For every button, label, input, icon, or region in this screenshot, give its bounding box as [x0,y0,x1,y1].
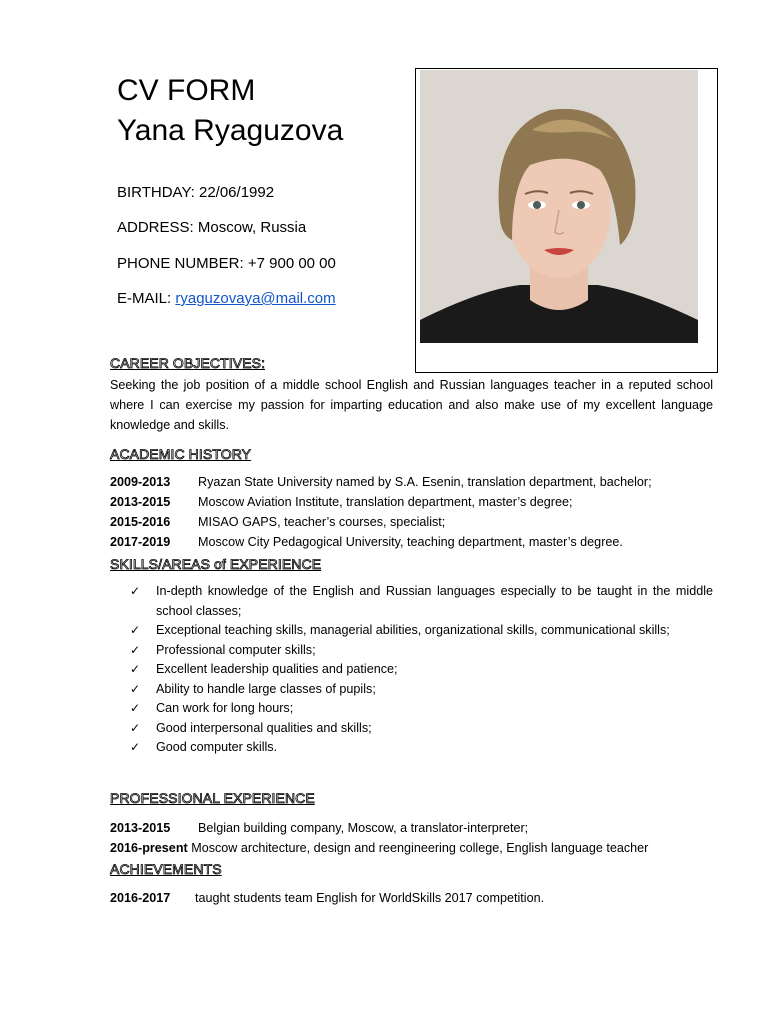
career-heading: CAREER OBJECTIVES: [110,355,266,371]
skills-heading: SKILLS/AREAS of EXPERIENCE [110,556,322,572]
academic-heading: ACADEMIC HISTORY [110,446,252,462]
academic-text: MISAO GAPS, teacher’s courses, specialist; [198,515,446,529]
academic-row [110,472,652,492]
phone-label: PHONE NUMBER: [117,255,244,272]
academic-text: Moscow Aviation Institute, translation department, master’s degree; [198,495,573,509]
checkmark-icon: ✓ [130,681,141,696]
skill-text: Excellent leadership qualities and patience; [156,662,398,676]
checkmark-icon: ✓ [130,701,141,715]
skill-text: Exceptional teaching skills, managerial abilities, organizational skills, communicational skills; [156,623,670,637]
address-line [117,219,306,237]
academic-text: Moscow City Pedagogical University, teaching department, master’s degree. [198,535,623,549]
skill-text: Ability to handle large classes of pupils; [156,681,376,696]
professional-years: 2013-2015 [110,821,171,835]
skill-item [130,680,713,700]
professional-row [110,838,648,858]
birthday-value: 22/06/1992 [198,184,275,201]
skill-item [130,641,713,661]
skill-text: Can work for long hours; [156,701,294,715]
academic-years: 2015-2016 [110,515,171,529]
skill-text: In-depth knowledge of the English and Russian languages especially to be taught in the middle school classes; [156,584,713,618]
academic-row [110,512,445,532]
checkmark-icon: ✓ [130,584,141,598]
professional-text: Moscow architecture, design and reengineering college, English language teacher [191,841,649,855]
professional-row [110,818,528,838]
photo-frame [415,68,718,373]
achievement-years: 2016-2017 [110,891,171,905]
academic-row [110,492,573,512]
cv-title: CV FORM [117,74,256,107]
email-label: E-MAIL: [117,290,172,307]
portrait-photo [420,70,698,343]
skill-text: Good interpersonal qualities and skills; [156,720,372,735]
phone-line [117,255,336,273]
achievements-heading: ACHIEVEMENTS [110,861,222,877]
skill-item [130,719,713,739]
birthday-label: BIRTHDAY: [117,184,195,201]
skill-text: Professional computer skills; [156,642,316,657]
skills-list [130,582,713,758]
skill-item [130,621,713,641]
address-label: ADDRESS: [117,219,194,236]
skill-item [130,660,713,680]
address-value: Moscow, Russia [197,219,307,236]
professional-text: Belgian building company, Moscow, a translator-interpreter; [198,821,529,835]
checkmark-icon: ✓ [130,642,141,657]
career-text: Seeking the job position of a middle school English and Russian languages teacher in a reputed school where I can exercise my passion for imparting education and also make use of my excellent language knowledge and skills. [110,378,713,432]
academic-years: 2017-2019 [110,535,171,549]
skill-item [130,582,713,621]
skill-item [130,699,713,719]
skill-text: Good computer skills. [156,740,278,754]
birthday-line [117,184,274,202]
email-link[interactable]: ryaguzovaya@mail.com [175,290,336,307]
academic-text: Ryazan State University named by S.A. Esenin, translation department, bachelor; [198,475,652,489]
academic-years: 2013-2015 [110,495,171,509]
achievement-row [110,888,544,908]
academic-years: 2009-2013 [110,475,171,489]
academic-row [110,532,623,552]
checkmark-icon: ✓ [130,720,141,735]
phone-value: +7 900 00 00 [247,255,336,272]
skill-item [130,738,713,758]
professional-years: 2016-present [110,841,188,855]
email-line [117,290,336,308]
checkmark-icon: ✓ [130,740,141,754]
candidate-name: Yana Ryaguzova [117,114,344,147]
checkmark-icon: ✓ [130,623,141,637]
checkmark-icon: ✓ [130,662,141,676]
portrait-illustration [420,70,698,343]
achievement-text: taught students team English for WorldSkills 2017 competition. [195,891,545,905]
professional-heading: PROFESSIONAL EXPERIENCE [110,790,315,806]
